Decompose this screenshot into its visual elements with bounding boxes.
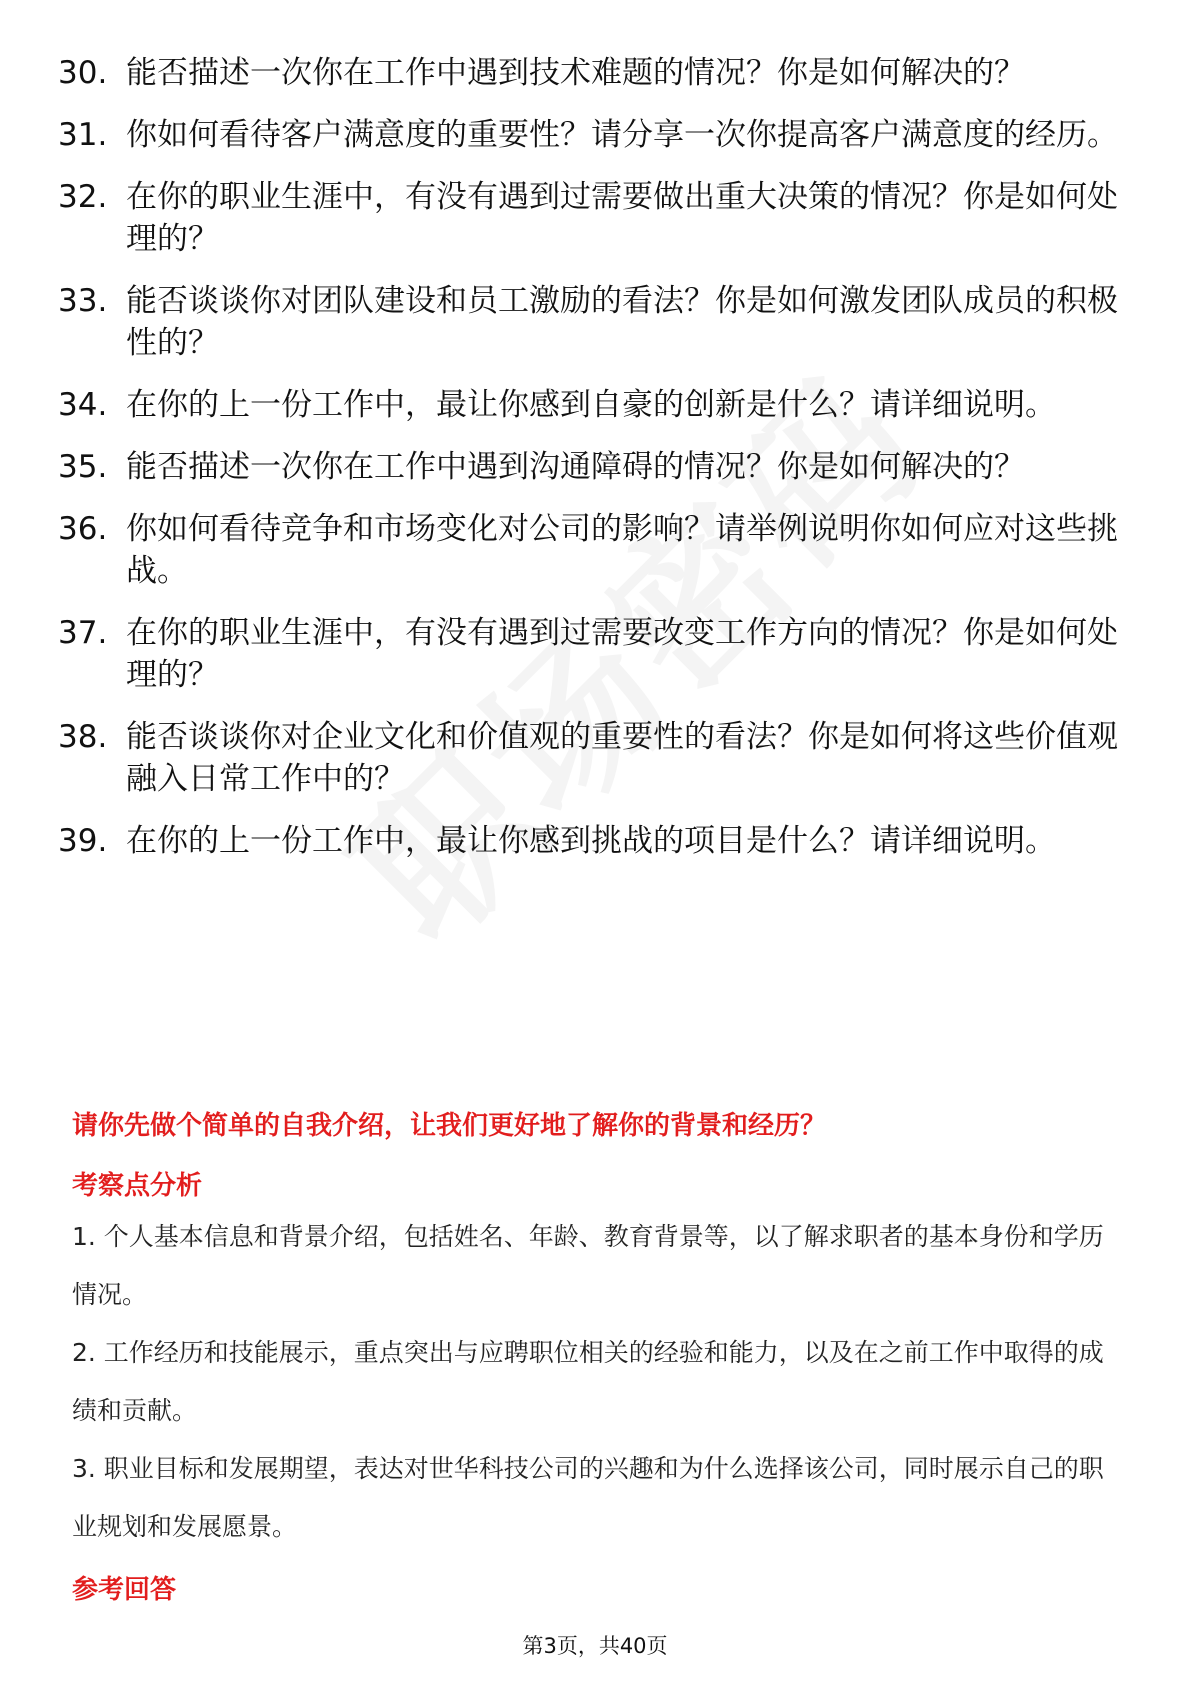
analysis-point: 3. 职业目标和发展期望，表达对世华科技公司的兴趣和为什么选择该公司，同时展示自己的职业规划和发展愿景。 (72, 1454, 1104, 1541)
question-item (58, 820, 1138, 862)
question-item (58, 716, 1138, 800)
question-text: 在你的职业生涯中，有没有遇到过需要改变工作方向的情况？你是如何处理的？ (126, 615, 1118, 693)
question-text: 在你的职业生涯中，有没有遇到过需要做出重大决策的情况？你是如何处理的？ (126, 179, 1118, 257)
analysis-heading: 考察点分析 (72, 1171, 203, 1201)
question-number: 39. (58, 823, 108, 859)
question-number: 32. (58, 179, 108, 215)
reference-answer-heading: 参考回答 (72, 1575, 177, 1605)
question-number: 31. (58, 117, 108, 153)
question-number: 34. (58, 387, 108, 423)
question-text: 你如何看待客户满意度的重要性？请分享一次你提高客户满意度的经历。 (126, 117, 1118, 153)
question-list (58, 52, 1138, 882)
question-text: 能否描述一次你在工作中遇到技术难题的情况？你是如何解决的？ (126, 55, 1025, 91)
question-number: 33. (58, 283, 108, 319)
question-number: 35. (58, 449, 108, 485)
question-item (58, 446, 1138, 488)
question-number: 36. (58, 511, 108, 547)
question-item (58, 52, 1138, 94)
question-text: 能否谈谈你对企业文化和价值观的重要性的看法？你是如何将这些价值观融入日常工作中的？ (126, 719, 1118, 797)
question-text: 在你的上一份工作中，最让你感到自豪的创新是什么？请详细说明。 (126, 387, 1056, 423)
question-item (58, 114, 1138, 156)
question-number: 30. (58, 55, 108, 91)
page-number: 第3页，共40页 (522, 1634, 668, 1658)
question-number: 38. (58, 719, 108, 755)
analysis-point: 1. 个人基本信息和背景介绍，包括姓名、年龄、教育背景等，以了解求职者的基本身份和学历情况。 (72, 1222, 1104, 1309)
question-text: 你如何看待竞争和市场变化对公司的影响？请举例说明你如何应对这些挑战。 (126, 511, 1118, 589)
question-item (58, 176, 1138, 260)
analysis-point: 2. 工作经历和技能展示，重点突出与应聘职位相关的经验和能力，以及在之前工作中取得的成绩和贡献。 (72, 1338, 1104, 1425)
question-number: 37. (58, 615, 108, 651)
question-item (58, 508, 1138, 592)
question-text: 能否描述一次你在工作中遇到沟通障碍的情况？你是如何解决的？ (126, 449, 1025, 485)
question-text: 在你的上一份工作中，最让你感到挑战的项目是什么？请详细说明。 (126, 823, 1056, 859)
question-item (58, 612, 1138, 696)
featured-question: 请你先做个简单的自我介绍，让我们更好地了解你的背景和经历？ (72, 1111, 827, 1141)
analysis-points (72, 1208, 1122, 1556)
question-item (58, 280, 1138, 364)
question-text: 能否谈谈你对团队建设和员工激励的看法？你是如何激发团队成员的积极性的？ (126, 283, 1118, 361)
question-item (58, 384, 1138, 426)
